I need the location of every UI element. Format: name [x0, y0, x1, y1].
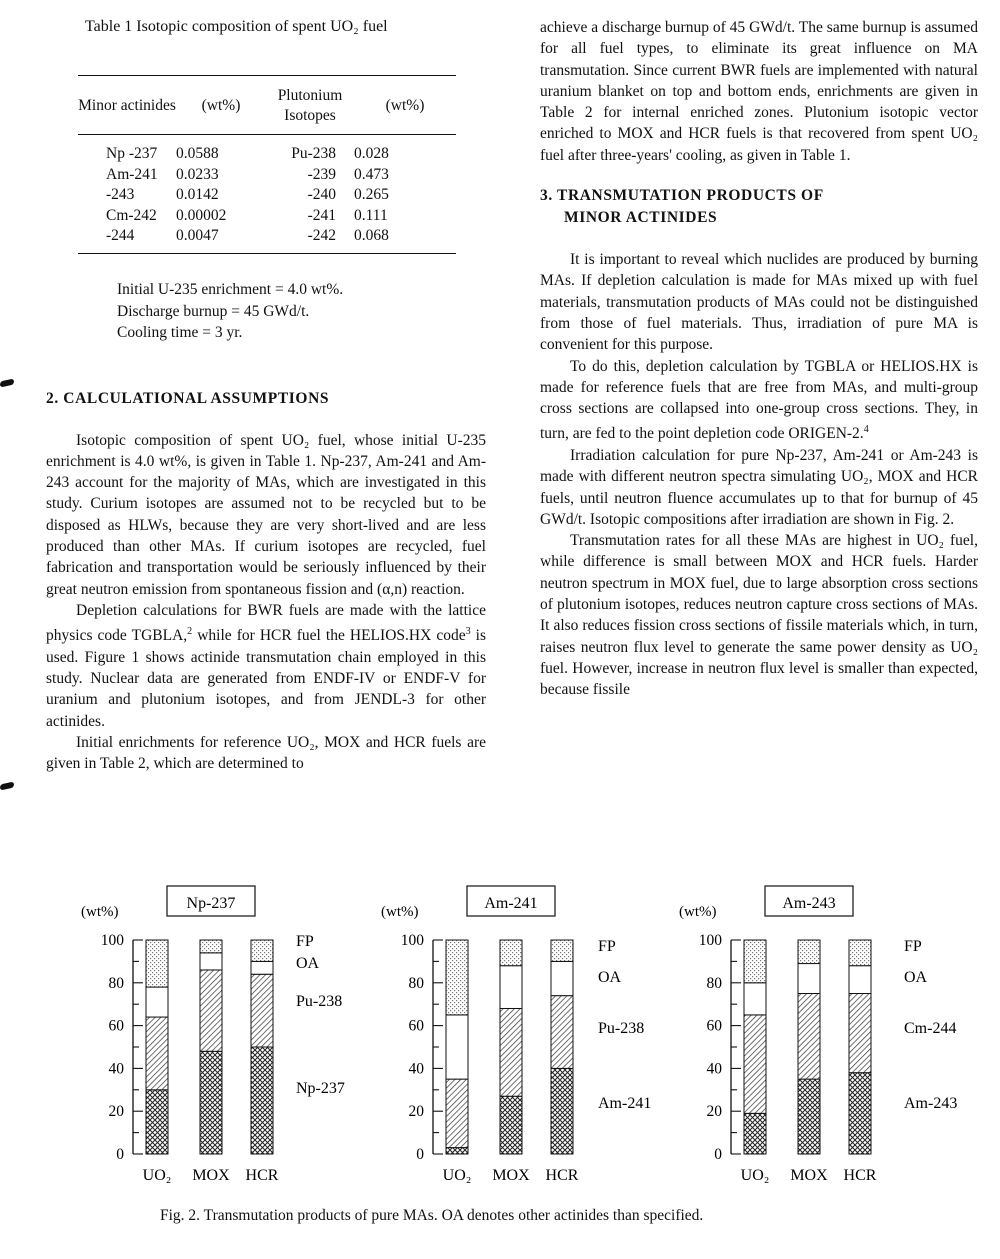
bar-segment	[798, 1079, 820, 1154]
y-tick-label: 0	[416, 1146, 424, 1163]
series-label: OA	[598, 969, 622, 986]
table-cell: Np -237	[106, 145, 158, 162]
y-tick-label: 100	[698, 932, 722, 949]
y-tick-label: 100	[100, 932, 124, 949]
bar-segment	[798, 940, 820, 964]
bar-segment	[146, 987, 168, 1017]
table-cell: 0.028	[354, 145, 389, 162]
y-axis-label: (wt%)	[679, 904, 717, 920]
x-category-label: UO₂	[142, 1167, 172, 1184]
series-label: OA	[904, 969, 928, 986]
x-category-label: UO₂	[442, 1167, 472, 1184]
table-row	[78, 206, 456, 227]
continued-paragraph: achieve a discharge burnup of 45 GWd/t. The same burnup is assumed for all fuel types, to eliminate its great influence on MA transmutation. Since current BWR fuels are implemented with natural uranium blanket on top and bottom ends, enrichments are given in Table 2 for internal enriched zones. Plutonium isotopic vector enriched to MOX and HCR fuels is that recovered from spent UO₂ fuel after three-years' cooling, as given in Table 1.	[540, 19, 978, 164]
y-axis-label: (wt%)	[381, 904, 419, 920]
note-burnup: Discharge burnup = 45 GWd/t.	[117, 302, 310, 320]
table-cell: 0.00002	[176, 206, 227, 224]
series-label: Pu-238	[598, 1020, 645, 1037]
section-3-paragraph-2	[540, 356, 978, 445]
y-tick-label: 40	[706, 1060, 722, 1078]
bar-segment	[798, 994, 820, 1080]
y-tick-label: 20	[408, 1103, 424, 1121]
table-cell: 0.0233	[176, 165, 219, 183]
bar-segment	[200, 940, 222, 953]
bar-segment	[849, 994, 871, 1073]
section-3-paragraph-1: It is important to reveal which nuclides are produced by burning MAs. If depletion calculation is made for MAs mixed up with fuel materials, transmutation products of MAs could not be distinguished from those of fuel materials. Thus, irradiation of pure MA is convenient for this purpose.	[540, 251, 978, 354]
table-cell: 0.068	[354, 227, 389, 244]
table-cell: Cm-242	[106, 206, 157, 224]
bar-segment	[500, 940, 522, 966]
bar-segment	[146, 1017, 168, 1090]
bar-segment	[200, 970, 222, 1051]
table-cell: 0.0142	[176, 186, 219, 203]
section-3-heading-line-1: 3. TRANSMUTATION PRODUCTS OF	[540, 187, 824, 205]
table-cell: Pu-238	[291, 145, 336, 162]
bar-segment	[146, 1090, 168, 1154]
col-header-wt: (wt%)	[201, 97, 241, 114]
reference-marker: 2	[187, 626, 193, 638]
table-cell: -244	[106, 227, 135, 244]
bar-segment	[551, 961, 573, 995]
margin-mark	[0, 379, 14, 388]
y-tick-label: 0	[714, 1146, 722, 1163]
bar-segment	[849, 940, 871, 966]
section-2-paragraph-1: Isotopic composition of spent UO₂ fuel, whose initial U-235 enrichment is 4.0 wt%, is given in Table 1. Np-237, Am-241 and Am-243 account for the majority of MAs, which are investigated in this study. Curium isotopes are assumed not to be recycled but to be disposed as HLWs, because they are very short-lived and are less produced than other MAs. If curium isotopes are recycled, fuel fabrication and transportation would be seriously influenced by their great neutron emission from spontaneous fission and (α,n) reaction.	[46, 431, 486, 598]
table-cell: -240	[307, 186, 336, 203]
text-span: while for HCR fuel the HELIOS.HX code	[192, 627, 466, 645]
bar-segment	[200, 953, 222, 970]
bar-segment	[500, 966, 522, 1009]
col-header-wt-2: (wt%)	[385, 97, 425, 114]
bar-segment	[744, 1113, 766, 1154]
table-cell: -243	[106, 186, 135, 203]
table-cell: -242	[307, 227, 336, 244]
x-category-label: MOX	[492, 1167, 530, 1184]
section-2-heading: 2. CALCULATIONAL ASSUMPTIONS	[46, 390, 330, 407]
col-header-plutonium: Plutonium Isotopes	[277, 87, 343, 124]
section-3-paragraph-4: Transmutation rates for all these MAs are highest in UO₂ fuel, while difference is small between MOX and HCR fuels. Harder neutron spectrum in MOX fuel, due to large absorption cross sections of plutonium isotopes, reduces neutron capture cross sections of MAs. It also reduces fission cross sections of fissile materials which, in turn, raises neutron flux level to generate the same power density as UO₂ fuel. However, increase in neutron flux level is smaller than expected, because fissile	[540, 532, 978, 699]
x-category-label: MOX	[790, 1167, 828, 1184]
note-enrichment: Initial U-235 enrichment = 4.0 wt%.	[117, 281, 344, 298]
y-tick-label: 60	[706, 1017, 722, 1035]
y-tick-label: 60	[108, 1017, 124, 1035]
bar-segment	[500, 1096, 522, 1154]
series-label: OA	[296, 955, 320, 972]
bar-segment	[744, 983, 766, 1015]
bar-segment	[849, 1073, 871, 1154]
bar-segment	[551, 940, 573, 961]
table-cell: Am-241	[106, 165, 158, 183]
x-category-label: HCR	[245, 1167, 279, 1184]
bar-segment	[146, 940, 168, 987]
y-axis-label: (wt%)	[81, 904, 119, 920]
series-label: FP	[598, 938, 616, 955]
table-cell: 0.0047	[176, 227, 219, 244]
series-label: Am-241	[598, 1095, 652, 1112]
bar-segment	[251, 974, 273, 1047]
bar-segment	[551, 996, 573, 1069]
chart-title: Am-241	[484, 895, 538, 912]
table-cell: 0.265	[354, 186, 389, 203]
figure-2-charts	[60, 880, 980, 1210]
bar-segment	[849, 966, 871, 994]
bar-segment	[500, 1008, 522, 1096]
series-label: Pu-238	[296, 993, 343, 1010]
chart-title: Np-237	[186, 895, 236, 912]
y-tick-label: 0	[116, 1146, 124, 1163]
series-label: Cm-244	[904, 1020, 957, 1037]
chart-title: Am-243	[782, 895, 836, 912]
text-span: To do this, depletion calculation by TGBLA or HELIOS.HX is made for reference fuels that are free from MAs, and multi-group cross sections are collapsed into one-group cross sections. They, in turn, are fed to the point depletion code ORIGEN-2.	[540, 357, 978, 443]
x-category-label: HCR	[545, 1167, 579, 1184]
table-row	[78, 165, 456, 186]
x-category-label: HCR	[843, 1167, 877, 1184]
y-tick-label: 20	[706, 1103, 722, 1121]
table-cell: -241	[307, 206, 336, 224]
reference-marker: 3	[465, 626, 471, 638]
section-2-paragraph-2	[46, 600, 486, 732]
y-tick-label: 100	[400, 932, 424, 949]
figure-2-caption: Fig. 2. Transmutation products of pure MAs. OA denotes other actinides than specified.	[160, 1207, 704, 1224]
margin-mark	[0, 782, 14, 791]
y-tick-label: 80	[108, 974, 124, 992]
bar-segment	[251, 961, 273, 974]
right-column	[540, 17, 978, 700]
reference-marker: 4	[863, 424, 869, 436]
y-tick-label: 20	[108, 1103, 124, 1121]
y-tick-label: 40	[108, 1060, 124, 1078]
table-notes	[117, 279, 343, 344]
x-category-label: UO₂	[740, 1167, 770, 1184]
bar-segment	[798, 964, 820, 994]
y-tick-label: 80	[706, 974, 722, 992]
table-row	[78, 226, 456, 253]
series-label: FP	[904, 938, 922, 955]
text-span: Depletion calculations for BWR fuels are made with the lattice physics code TGBLA,	[46, 601, 486, 645]
table-cell: -239	[307, 165, 336, 183]
table-caption: Table 1 Isotopic composition of spent UO₂ fuel	[85, 18, 388, 35]
bar-segment	[744, 940, 766, 983]
y-tick-label: 80	[408, 974, 424, 992]
table-row	[78, 185, 456, 206]
table-cell: 0.111	[354, 206, 388, 224]
bar-segment	[251, 940, 273, 961]
table-header-row	[78, 76, 456, 135]
bar-segment	[744, 1015, 766, 1113]
series-label: Am-243	[904, 1095, 958, 1112]
table-row	[78, 135, 456, 165]
series-label: Np-237	[296, 1080, 345, 1097]
x-category-label: MOX	[192, 1167, 230, 1184]
bar-segment	[446, 1015, 468, 1079]
note-cooling: Cooling time = 3 yr.	[117, 324, 243, 341]
bar-segment	[446, 1148, 468, 1154]
section-3-heading	[540, 185, 978, 228]
table-cell: 0.473	[354, 165, 389, 183]
bar-segment	[200, 1051, 222, 1154]
bar-segment	[251, 1047, 273, 1154]
section-2-paragraph-3: Initial enrichments for reference UO₂, MOX and HCR fuels are given in Table 2, which are determined to	[46, 733, 486, 773]
section-3-heading-line-2: MINOR ACTINIDES	[564, 208, 718, 226]
y-tick-label: 40	[408, 1060, 424, 1078]
bar-segment	[446, 940, 468, 1015]
section-3-paragraph-3: Irradiation calculation for pure Np-237, Am-241 or Am-243 is made with different neutron spectra simulating UO₂, MOX and HCR fuels, until neutron fluence accumulates up to that for burnup of 45 GWd/t. Isotopic compositions after irradiation are shown in Fig. 2.	[540, 446, 978, 528]
series-label: FP	[296, 933, 314, 950]
left-column	[46, 388, 486, 774]
table-cell: 0.0588	[176, 145, 219, 162]
bar-segment	[551, 1068, 573, 1154]
bar-segment	[446, 1079, 468, 1147]
isotopic-composition-table	[78, 75, 456, 254]
y-tick-label: 60	[408, 1017, 424, 1035]
text-span: is used. Figure 1 shows actinide transmutation chain employed in this study. Nuclear data are generated from ENDF-IV or ENDF-V for uranium and plutonium isotopes, and from JENDL-3 for other actinides.	[46, 627, 486, 730]
col-header-minor-actinides: Minor actinides	[78, 97, 176, 114]
